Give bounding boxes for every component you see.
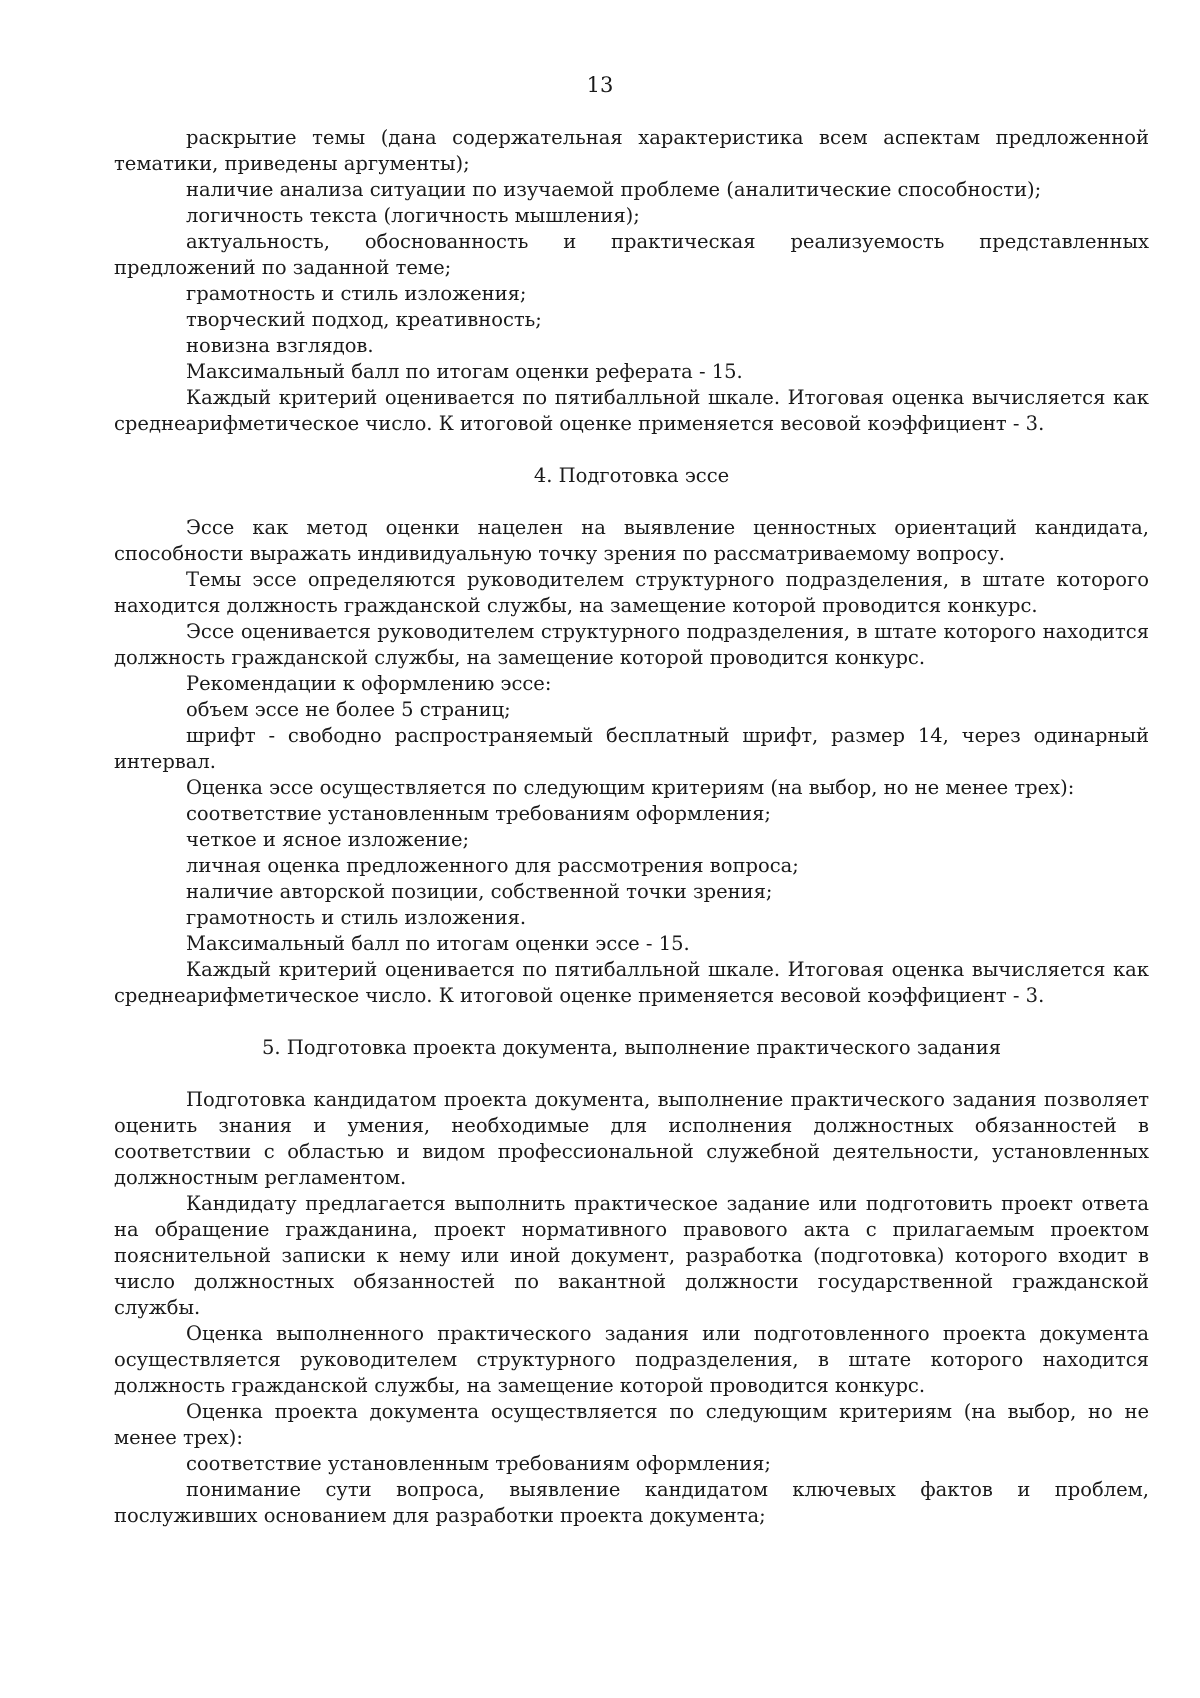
paragraph: понимание сути вопроса, выявление кандидатом ключевых фактов и проблем, послуживших основанием для разработки проекта документа;: [114, 1478, 1149, 1527]
paragraph: Каждый критерий оценивается по пятибалльной шкале. Итоговая оценка вычисляется как среднеарифметическое число. К итоговой оценке применяется весовой коэффициент - 3.: [114, 386, 1149, 435]
paragraph: Подготовка кандидатом проекта документа, выполнение практического задания позволяет оценить знания и умения, необходимые для исполнения должностных обязанностей в соответствии с областью и видом профессиональной служебной деятельности, установленных должностным регламентом.: [114, 1088, 1149, 1189]
paragraph: Рекомендации к оформлению эссе:: [186, 672, 552, 695]
paragraph: шрифт - свободно распространяемый бесплатный шрифт, размер 14, через одинарный интервал.: [114, 724, 1149, 773]
paragraph: Оценка выполненного практического задания или подготовленного проекта документа осуществляется руководителем структурного подразделения, в штате которого находится должность гражданской службы, на замещение которой проводится конкурс.: [114, 1322, 1149, 1397]
paragraph: Оценка эссе осуществляется по следующим критериям (на выбор, но не менее трех):: [186, 776, 1075, 799]
paragraph: Каждый критерий оценивается по пятибалльной шкале. Итоговая оценка вычисляется как среднеарифметическое число. К итоговой оценке применяется весовой коэффициент - 3.: [114, 958, 1149, 1007]
paragraph: грамотность и стиль изложения.: [186, 906, 527, 929]
paragraph: Кандидату предлагается выполнить практическое задание или подготовить проект ответа на обращение гражданина, проект нормативного правового акта с прилагаемым проектом пояснительной записки к нему или иной документ, разработка (подготовка) которого входит в число должностных обязанностей по вакантной должности государственной гражданской службы.: [114, 1192, 1149, 1319]
paragraph: наличие авторской позиции, собственной точки зрения;: [186, 880, 773, 903]
paragraph: соответствие установленным требованиям оформления;: [186, 1452, 771, 1475]
paragraph: объем эссе не более 5 страниц;: [186, 698, 511, 721]
paragraph: Эссе как метод оценки нацелен на выявление ценностных ориентаций кандидата, способности выражать индивидуальную точку зрения по рассматриваемому вопросу.: [114, 516, 1149, 565]
paragraph: Эссе оценивается руководителем структурного подразделения, в штате которого находится должность гражданской службы, на замещение которой проводится конкурс.: [114, 620, 1149, 669]
paragraph: актуальность, обоснованность и практическая реализуемость представленных предложений по заданной теме;: [114, 230, 1149, 279]
paragraph: творческий подход, креативность;: [186, 308, 542, 331]
paragraph: соответствие установленным требованиям оформления;: [186, 802, 771, 825]
section-heading-essay: 4. Подготовка эссе: [533, 464, 730, 487]
paragraph: новизна взглядов.: [186, 334, 374, 357]
paragraph: логичность текста (логичность мышления);: [186, 204, 640, 227]
paragraph: личная оценка предложенного для рассмотрения вопроса;: [186, 854, 799, 877]
section-document-project: [114, 1087, 1149, 1529]
section-essay: [114, 515, 1149, 1009]
paragraph: Темы эссе определяются руководителем структурного подразделения, в штате которого находится должность гражданской службы, на замещение которой проводится конкурс.: [114, 568, 1149, 617]
page-content: [114, 125, 1149, 1529]
paragraph: наличие анализа ситуации по изучаемой проблеме (аналитические способности);: [186, 178, 1042, 201]
paragraph: Максимальный балл по итогам оценки эссе - 15.: [186, 932, 690, 955]
paragraph: грамотность и стиль изложения;: [186, 282, 527, 305]
criteria-block-report: [114, 125, 1149, 437]
paragraph: Оценка проекта документа осуществляется по следующим критериям (на выбор, но не менее трех):: [114, 1400, 1149, 1449]
paragraph: Максимальный балл по итогам оценки реферата - 15.: [186, 360, 743, 383]
paragraph: раскрытие темы (дана содержательная характеристика всем аспектам предложенной тематики, приведены аргументы);: [114, 126, 1149, 175]
paragraph: четкое и ясное изложение;: [186, 828, 470, 851]
section-heading-document-project: 5. Подготовка проекта документа, выполнение практического задания: [261, 1036, 1002, 1059]
page-number: 13: [586, 73, 614, 97]
